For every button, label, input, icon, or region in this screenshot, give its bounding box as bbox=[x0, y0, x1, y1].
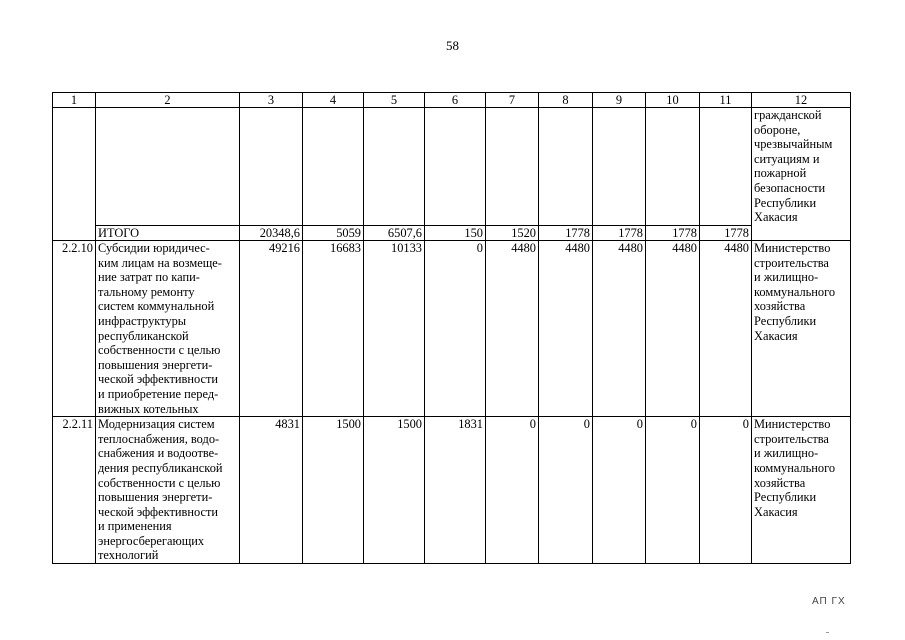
continued-code-cell bbox=[53, 108, 96, 241]
row-value: 0 bbox=[539, 417, 593, 564]
row-description: Субсидии юридичес- ким лицам на возмеще- ние затрат по капи- тальному ремонту систем коммунальной инфраструктуры республиканской собственности с целью повышения энергети- ческой эффективности и приобретение перед- вижных котельных bbox=[96, 241, 240, 417]
total-value: 5059 bbox=[303, 226, 364, 241]
column-header: 1 bbox=[53, 93, 96, 108]
row-value: 4480 bbox=[539, 241, 593, 417]
total-value: 1520 bbox=[486, 226, 539, 241]
row-code: 2.2.10 bbox=[53, 241, 96, 417]
column-header: 3 bbox=[240, 93, 303, 108]
row-value: 0 bbox=[700, 417, 752, 564]
header-row bbox=[53, 93, 851, 108]
column-header: 8 bbox=[539, 93, 593, 108]
total-value: 1778 bbox=[539, 226, 593, 241]
executor-cell: Министерство строительства и жилищно- коммунального хозяйства Республики Хакасия bbox=[752, 417, 851, 564]
row-value: 0 bbox=[593, 417, 646, 564]
scan-artifact bbox=[826, 632, 829, 633]
row-value: 1500 bbox=[303, 417, 364, 564]
total-value: 1778 bbox=[593, 226, 646, 241]
column-header: 4 bbox=[303, 93, 364, 108]
column-header: 12 bbox=[752, 93, 851, 108]
column-header: 10 bbox=[646, 93, 700, 108]
continued-description-cell bbox=[96, 108, 240, 226]
row-value: 4480 bbox=[486, 241, 539, 417]
row-value: 4831 bbox=[240, 417, 303, 564]
row-value: 4480 bbox=[646, 241, 700, 417]
column-header: 11 bbox=[700, 93, 752, 108]
row-value: 10133 bbox=[364, 241, 425, 417]
table-row bbox=[53, 241, 851, 417]
row-value: 16683 bbox=[303, 241, 364, 417]
total-row bbox=[53, 226, 851, 241]
total-value: 20348,6 bbox=[240, 226, 303, 241]
row-description: Модернизация систем теплоснабжения, водо- снабжения и водоотве- дения республиканской собственности с целью повышения энергети- ческой эффективности и применения энергосберегающих технологий bbox=[96, 417, 240, 564]
table-row bbox=[53, 417, 851, 564]
executor-cell: Министерство строительства и жилищно- коммунального хозяйства Республики Хакасия bbox=[752, 241, 851, 417]
row-value: 4480 bbox=[593, 241, 646, 417]
column-header: 5 bbox=[364, 93, 425, 108]
row-code: 2.2.11 bbox=[53, 417, 96, 564]
total-value: 150 bbox=[425, 226, 486, 241]
page-number: 58 bbox=[446, 38, 459, 53]
row-value: 0 bbox=[646, 417, 700, 564]
total-value: 1778 bbox=[646, 226, 700, 241]
row-value: 1831 bbox=[425, 417, 486, 564]
row-value: 49216 bbox=[240, 241, 303, 417]
continued-row bbox=[53, 108, 851, 226]
program-table bbox=[52, 92, 851, 564]
column-header: 9 bbox=[593, 93, 646, 108]
row-value: 0 bbox=[486, 417, 539, 564]
total-label: ИТОГО bbox=[96, 226, 240, 241]
executor-cell: гражданской обороне, чрезвычайным ситуациям и пожарной безопасности Республики Хакасия bbox=[752, 108, 851, 241]
row-value: 0 bbox=[425, 241, 486, 417]
column-header: 2 bbox=[96, 93, 240, 108]
row-value: 1500 bbox=[364, 417, 425, 564]
total-value: 1778 bbox=[700, 226, 752, 241]
total-value: 6507,6 bbox=[364, 226, 425, 241]
row-value: 4480 bbox=[700, 241, 752, 417]
footer-stamp-mark: АП ГХ bbox=[812, 596, 846, 607]
column-header: 7 bbox=[486, 93, 539, 108]
column-header: 6 bbox=[425, 93, 486, 108]
